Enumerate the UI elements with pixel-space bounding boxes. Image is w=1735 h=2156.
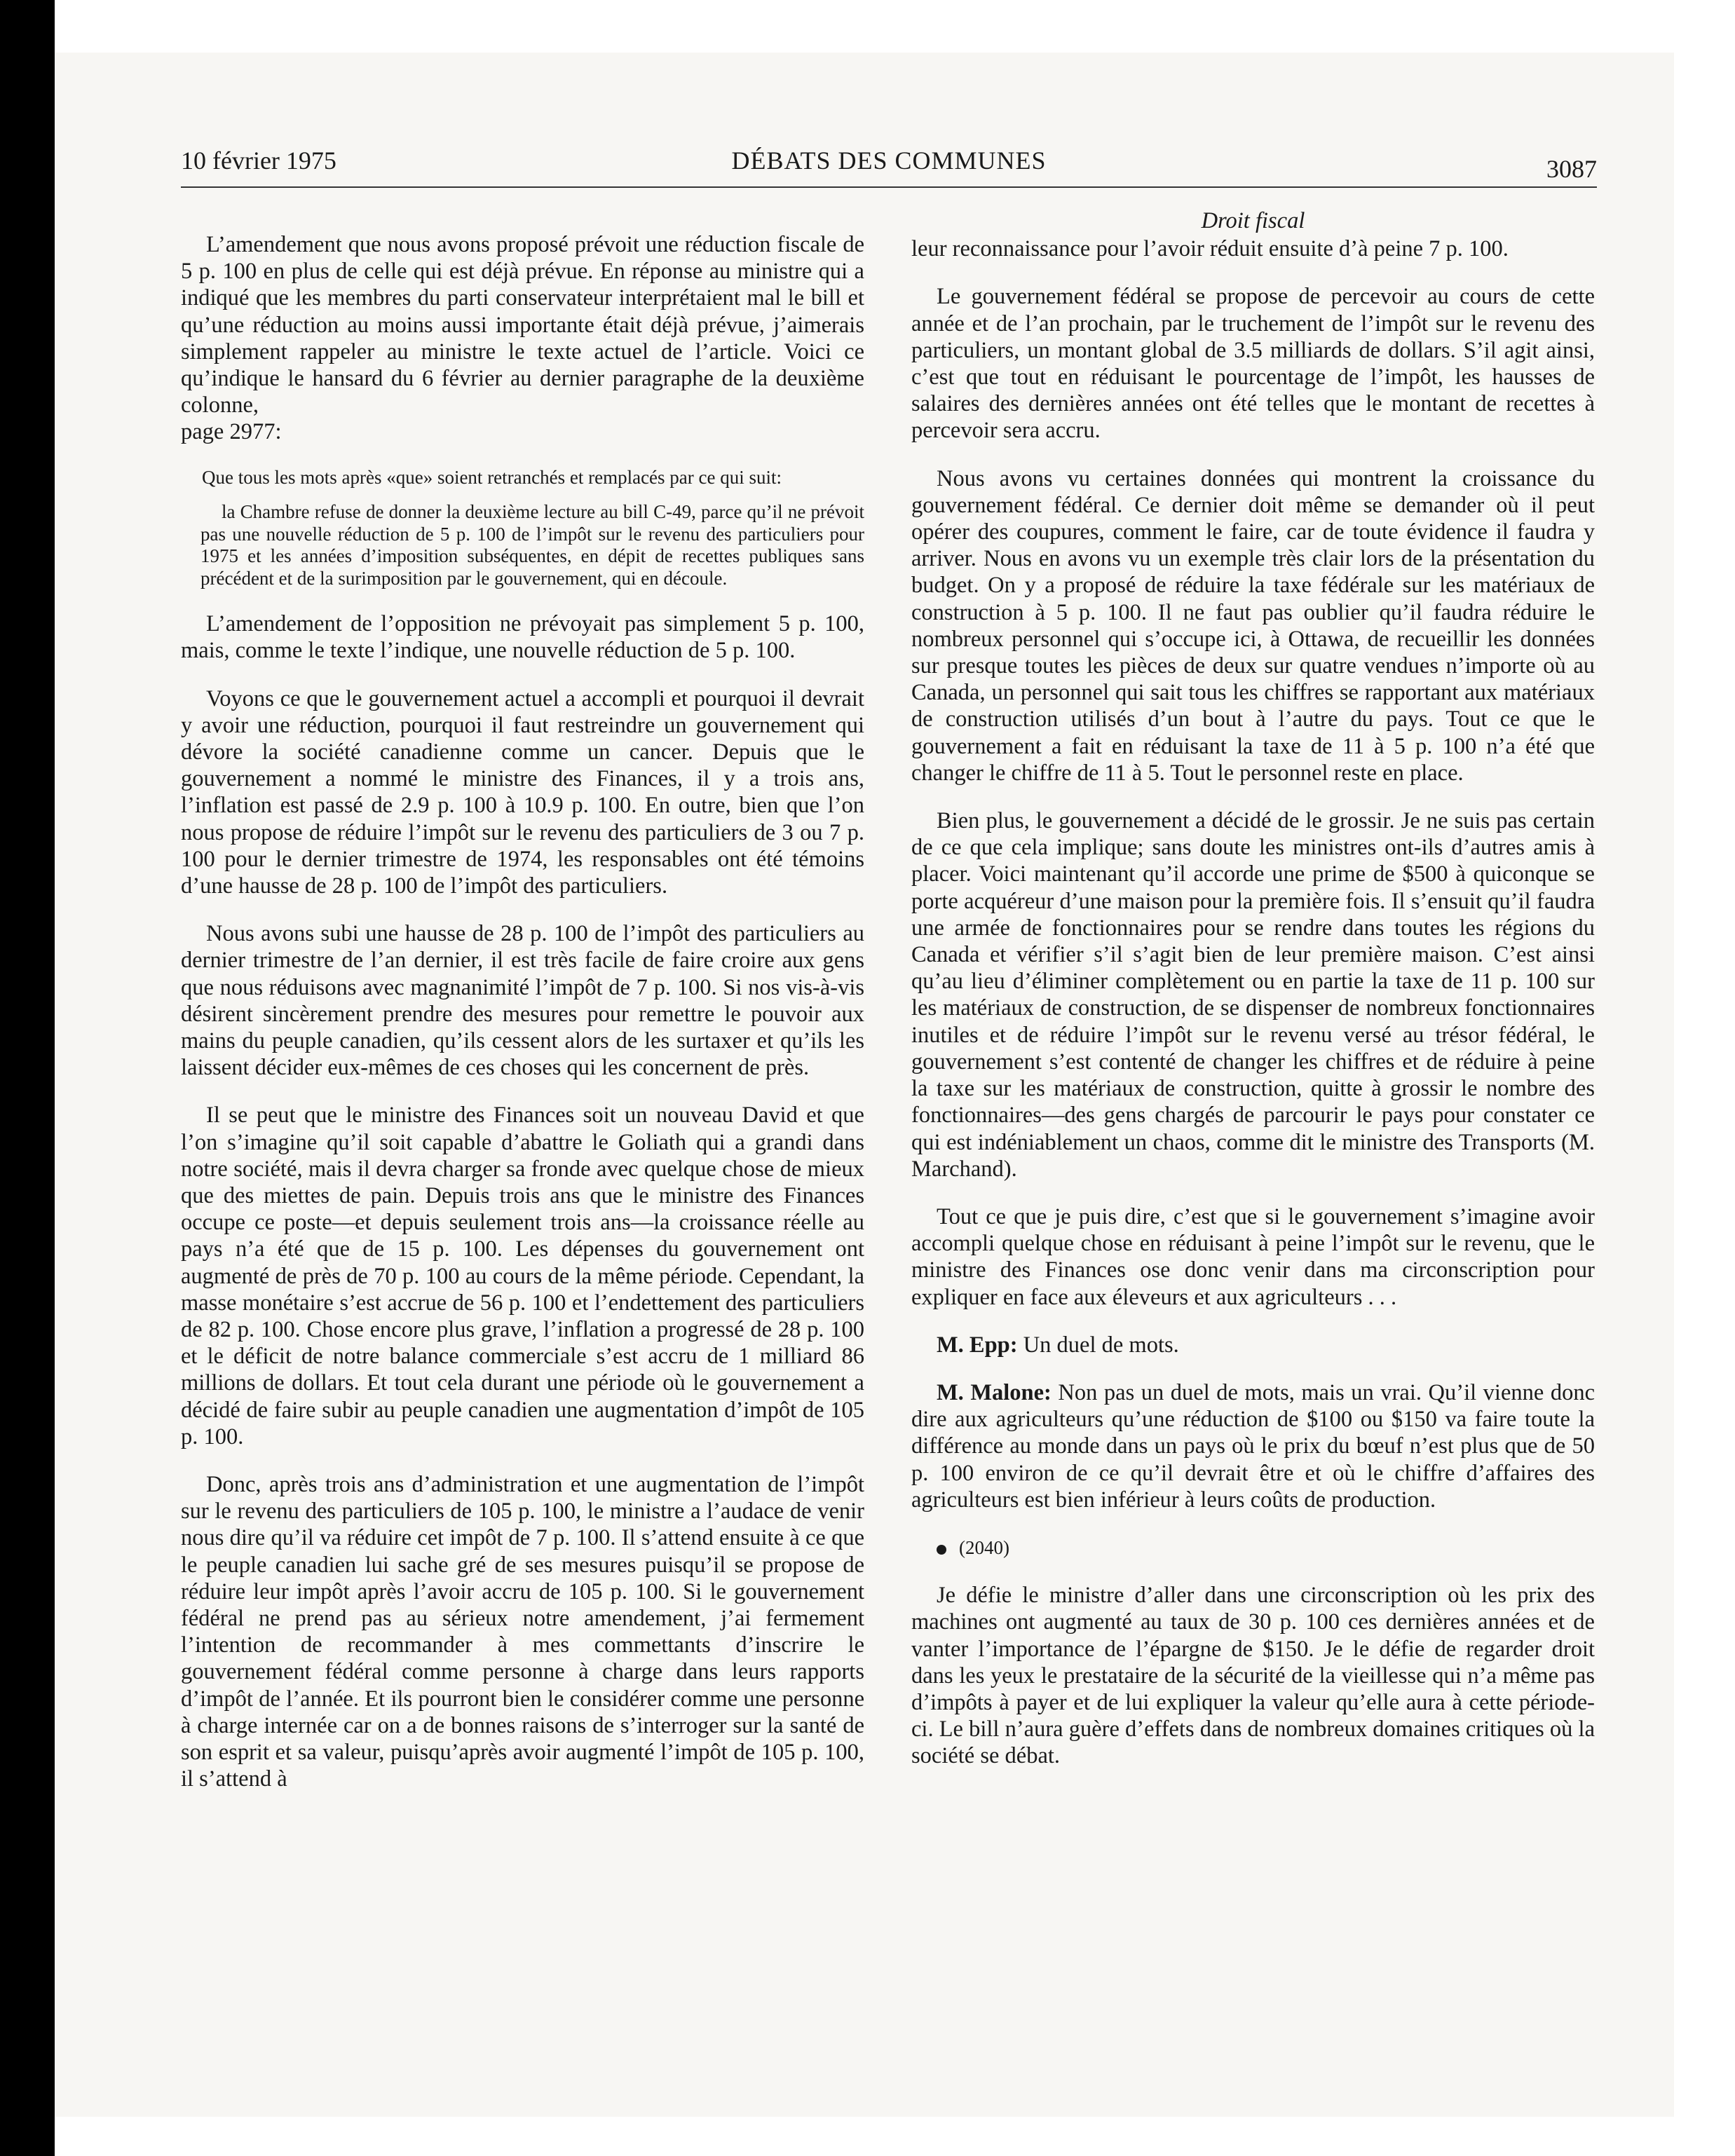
left-column xyxy=(181,231,864,1813)
paragraph: Donc, après trois ans d’administration et une augmentation de l’impôt sur le revenu des particuliers de 105 p. 100, le ministre a l’audace de venir nous dire qu’il va réduire cet impôt de 7 p. 100. Il s’attend ensuite à ce que le peuple canadien lui sache gré de ses mesures puisqu’il se propose de réduire leur impôt après l’avoir accru de 105 p. 100. Si le gouvernement fédéral ne prend pas au sérieux notre amendement, j’ai fermement l’intention de recommander à mes commettants d’inscrire le gouvernement fédéral comme personne à charge dans leurs rapports d’impôt de l’année. Et ils pourront bien le considérer comme une personne à charge internée car on a de bonnes raisons de s’interroger sur la santé de son esprit et sa valeur, puisqu’après avoir augmenté l’impôt de 105 p. 100, il s’attend à xyxy=(181,1472,864,1792)
speech-text: Un duel de mots. xyxy=(1017,1332,1179,1358)
right-column xyxy=(911,207,1595,1791)
paragraph: L’amendement que nous avons proposé prévoit une réduction fiscale de 5 p. 100 en plus de celle qui est déjà prévue. En réponse au ministre qui a indiqué que les membres du parti conservateur interprétaient mal le bill et qu’une réduction au moins aussi importante était déjà prévue, j’aimerais simplement rappeler au ministre le texte actuel de l’article. Voici ce qu’indique le hansard du 6 février au dernier paragraphe de la deuxième colonne, xyxy=(181,232,864,418)
speech-text: Non pas un duel de mots, mais un vrai. Qu’il vienne donc dire aux agriculteurs qu’une réduction de $100 ou $150 va faire toute la différence au monde dans un pays où le prix du bœuf n’est plus que de 50 p. 100 environ de ce qu’il devrait être et où le chiffre d’affaires des agriculteurs est bien inférieur à leurs coûts de production. xyxy=(911,1379,1595,1513)
header-title: DÉBATS DES COMMUNES xyxy=(731,146,1047,175)
paragraph: Bien plus, le gouvernement a décidé de le grossir. Je ne suis pas certain de ce que cela implique; sans doute les ministres ont-ils d’autres amis à placer. Voici maintenant qu’il accorde une prime de $500 à quiconque se porte acquéreur d’une maison pour la première fois. Il s’ensuit qu’il faudra une armée de fonctionnaires pour se rendre dans toutes les régions du Canada et vérifier s’il s’agit bien de leur première maison. C’est ainsi qu’au lieu d’éliminer complètement ou en partie la taxe de 11 p. 100 sur les matériaux de construction, de se dispenser de nombreux fonctionnaires inutiles et de réduire l’impôt sur le revenu versé au trésor fédéral, le gouvernement s’est contenté de changer les chiffres et de réduire à peine la taxe sur les matériaux de construction, quitte à grossir le nombre des fonctionnaires—des gens chargés de parcourir le pays pour constater ce qui est indéniablement un chaos, comme dit le ministre des Transports (M. Marchand). xyxy=(911,808,1595,1182)
paragraph: Nous avons subi une hausse de 28 p. 100 de l’impôt des particuliers au dernier trimestre de l’an dernier, il est très facile de faire croire aux gens que nous réduisons avec magnanimité l’impôt de 7 p. 100. Si nos vis-à-vis désirent sincèrement prendre des mesures pour remettre le pouvoir aux mains du peuple canadien, qu’ils cessent alors de les surtaxer et qu’ils les laissent décider eux-mêmes de ces choses qui les concernent de près. xyxy=(181,921,864,1081)
paragraph: Nous avons vu certaines données qui montrent la croissance du gouvernement fédéral. Ce dernier doit même se demander où il peut opérer des coupures, comment le faire, car de toute évidence il faudra y arriver. Nous en avons vu un exemple très clair lors de la présentation du budget. On y a proposé de réduire la taxe fédérale sur les matériaux de construction à 5 p. 100. Il ne faut pas oublier qu’il faudra réduire le nombreux personnel qui s’occupe ici, à Ottawa, de recueillir les données sur presque toutes les pièces de deux sur quatre vendues n’importe où au Canada, un personnel qui sait tous les chiffres se rapportant aux matériaux de construction utilisés d’un bout à l’autre du pays. Tout ce que le gouvernement a fait en réduisant la taxe de 11 à 5 p. 100 n’a été que changer le chiffre de 11 à 5. Tout le personnel reste en place. xyxy=(911,465,1595,786)
page-number: 3087 xyxy=(1546,155,1597,183)
header-rule xyxy=(181,186,1597,188)
paragraph: Il se peut que le ministre des Finances soit un nouveau David et que l’on s’imagine qu’il soit capable d’abattre le Goliath qui a grandi dans notre société, mais il devra charger sa fronde avec quelque chose de mieux que des miettes de pain. Depuis trois ans que le ministre des Finances occupe ce poste—et depuis seulement trois ans—la croissance réelle au pays n’a été que de 15 p. 100. Les dépenses du gouvernement ont augmenté de près de 70 p. 100 au cours de la même période. Cependant, la masse monétaire s’est accrue de 56 p. 100 et l’endettement des particuliers de 82 p. 100. Chose encore plus grave, l’inflation a progressé de 28 p. 100 et le déficit de notre balance commerciale s’est accru de 1 milliard 86 millions de dollars. Et tout cela durant une période où le gouvernement a décidé de faire subir au peuple canadien une augmentation d’impôt de 105 p. 100. xyxy=(181,1103,864,1449)
time-marker xyxy=(911,1534,1595,1561)
paragraph: L’amendement de l’opposition ne prévoyait pas simplement 5 p. 100, mais, comme le texte l’indique, une nouvelle réduction de 5 p. 100. xyxy=(181,611,864,664)
block-quote: Que tous les mots après «que» soient retranchés et remplacés par ce qui suit: xyxy=(202,466,782,488)
bullet-icon xyxy=(937,1545,946,1555)
speaker-name: M. Malone: xyxy=(937,1379,1052,1405)
paragraph: Tout ce que je puis dire, c’est que si le gouvernement s’imagine avoir accompli quelque chose en réduisant à peine l’impôt sur le revenu, que le ministre des Finances ose donc venir dans ma circonscription pour expliquer en face aux éleveurs et aux agriculteurs . . . xyxy=(911,1203,1595,1310)
time-marker-text: (2040) xyxy=(959,1536,1009,1558)
block-quote-indented: la Chambre refuse de donner la deuxième lecture au bill C-49, parce qu’il ne prévoit pas une nouvelle réduction de 5 p. 100 de l’impôt sur le revenu des particuliers pour 1975 et les années d’imposition subséquentes, en dépit de recettes publiques sans précédent et de la surimposition par le gouvernement, qui en découle. xyxy=(200,501,864,589)
section-label: Droit fiscal xyxy=(1201,208,1305,233)
paragraph: Le gouvernement fédéral se propose de percevoir au cours de cette année et de l’an prochain, par le truchement de l’impôt sur le revenu des particuliers, un montant global de 3.5 milliards de dollars. S’il agit ainsi, c’est que tout en réduisant le pourcentage de l’impôt, les hausses de salaires des dernières années ont été telles que le montant de recettes à percevoir sera accru. xyxy=(911,284,1595,444)
speech xyxy=(911,1332,1595,1358)
paragraph: Je défie le ministre d’aller dans une circonscription où les prix des machines ont augmenté au taux de 30 p. 100 ces dernières années et de vanter l’importance de l’épargne de $150. Je le défie de regarder droit dans les yeux le prestataire de la sécurité de la vieillesse qui n’a même pas d’impôts à payer et de lui expliquer la valeur qu’elle aura à cette période-ci. Le bill n’aura guère d’effets dans de nombreux domaines critiques où la société se débat. xyxy=(911,1583,1595,1769)
page-header xyxy=(181,146,1597,188)
speaker-name: M. Epp: xyxy=(937,1332,1018,1358)
paragraph: leur reconnaissance pour l’avoir réduit ensuite d’à peine 7 p. 100. xyxy=(911,236,1509,262)
scan-binding-edge xyxy=(0,0,55,2156)
paragraph: Voyons ce que le gouvernement actuel a accompli et pourquoi il devrait y avoir une réduction, pourquoi il faut restreindre un gouvernement qui dévore la société canadienne comme un cancer. Depuis que le gouvernement a nommé le ministre des Finances, il y a trois ans, l’inflation est passé de 2.9 p. 100 à 10.9 p. 100. En outre, bien que l’on nous propose de réduire l’impôt sur le revenu des particuliers de 3 ou 7 p. 100 pour le dernier trimestre de 1974, les responsables ont été témoins d’une hausse de 28 p. 100 de l’impôt des particuliers. xyxy=(181,685,864,899)
header-date: 10 février 1975 xyxy=(181,146,336,175)
page-reference: page 2977: xyxy=(181,419,282,445)
speech xyxy=(911,1379,1595,1513)
